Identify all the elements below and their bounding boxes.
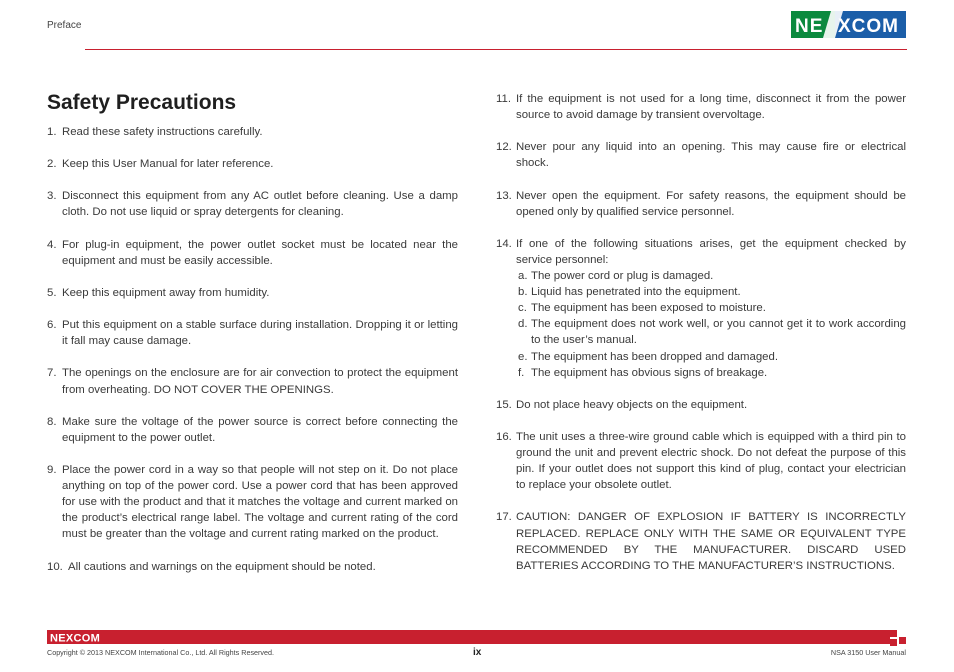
nexcom-logo: [791, 11, 906, 38]
list-item: 3. Disconnect this equipment from any AC outlet before cleaning. Use a damp cloth. Do not use liquid or spray detergents for cleaning.: [47, 190, 458, 219]
list-item: 10. All cautions and warnings on the equipment should be noted.: [47, 560, 376, 573]
list-item: 12. Never pour any liquid into an opening. This may cause fire or electrical shock.: [496, 141, 906, 170]
sub-item: b. Liquid has penetrated into the equipment.: [518, 286, 741, 299]
corner-mark: [890, 639, 897, 646]
page-number: ix: [473, 647, 482, 658]
sub-item: d. The equipment does not work well, or you cannot get it to work according to the user’s manual.: [518, 318, 906, 347]
list-item: 2. Keep this User Manual for later reference.: [47, 158, 274, 171]
list-item: 13. Never open the equipment. For safety reasons, the equipment should be opened only by qualified service personnel.: [496, 189, 906, 218]
section-label: Preface: [47, 20, 82, 31]
svg-text:NEXCOM: NEXCOM: [50, 632, 101, 643]
header-rule: [85, 49, 907, 50]
list-item: 9. Place the power cord in a way so that people will not step on it. Do not place anything on top of the power cord. Use a power cord that has been approved for use with the product and that it matches the voltage and current marked on the product’s electrical range label. The voltage and current rating of the cord must be greater than the voltage and current rating marked on the product.: [47, 463, 458, 541]
sub-item: e. The equipment has been dropped and damaged.: [518, 350, 778, 363]
corner-mark: [899, 637, 906, 644]
page-title: Safety Precautions: [47, 91, 237, 114]
nexcom-footer-logo: [49, 631, 109, 643]
copyright-text: Copyright © 2013 NEXCOM International Co., Ltd. All Rights Reserved.: [47, 648, 275, 657]
corner-mark: [890, 630, 897, 637]
list-item: 14. If one of the following situations arises, get the equipment checked by service personnel: a. The power cord or plug is damaged. b. Liquid has penetrated into the equipment. c. The equipment has been exposed to moisture. d. The equipment does not work well, or you cannot get it to work according to the user’s manual. e. The equipment has been dropped and damaged. f. The equipment has obvious signs of breakage.: [496, 236, 906, 381]
right-column: [496, 91, 906, 590]
footer-bar: [47, 630, 890, 644]
list-item: 15. Do not place heavy objects on the equipment.: [496, 398, 748, 411]
sub-list: [518, 268, 906, 381]
svg-text:NE: NE: [795, 16, 824, 37]
manual-name: NSA 3150 User Manual: [830, 648, 906, 657]
list-item: 11. If the equipment is not used for a long time, disconnect it from the power source to avoid damage by transient overvoltage.: [496, 93, 906, 122]
sub-item: f. The equipment has obvious signs of breakage.: [518, 366, 768, 379]
list-item: 4. For plug-in equipment, the power outlet socket must be located near the equipment and must be easily accessible.: [47, 238, 458, 267]
left-column: [47, 124, 458, 591]
list-item: 17. CAUTION: DANGER OF EXPLOSION IF BATTERY IS INCORRECTLY REPLACED. REPLACE ONLY WITH THE SAME OR EQUIVALENT TYPE RECOMMENDED BY THE MANUFACTURER. DISCARD USED BATTERIES ACCORDING TO THE MANUFACTURER’S INSTRUCTIONS.: [496, 511, 906, 572]
list-item: 6. Put this equipment on a stable surface during installation. Dropping it or letting it fall may cause damage.: [47, 319, 458, 348]
list-item: 8. Make sure the voltage of the power source is correct before connecting the equipment to the power outlet.: [47, 415, 458, 444]
list-item: 5. Keep this equipment away from humidity.: [47, 286, 270, 299]
list-item: 16. The unit uses a three-wire ground cable which is equipped with a third pin to ground the unit and prevent electric shock. Do not defeat the purpose of this pin. If your outlet does not support this kind of plug, contact your electrician to replace your obsolete outlet.: [496, 430, 906, 492]
sub-item: c. The equipment has been exposed to moisture.: [518, 302, 766, 315]
svg-text:XCOM: XCOM: [838, 16, 899, 37]
sub-item: a. The power cord or plug is damaged.: [518, 270, 714, 283]
list-item: 7. The openings on the enclosure are for air convection to protect the equipment from overheating. DO NOT COVER THE OPENINGS.: [47, 367, 458, 396]
list-item: 1. Read these safety instructions carefully.: [47, 126, 263, 138]
